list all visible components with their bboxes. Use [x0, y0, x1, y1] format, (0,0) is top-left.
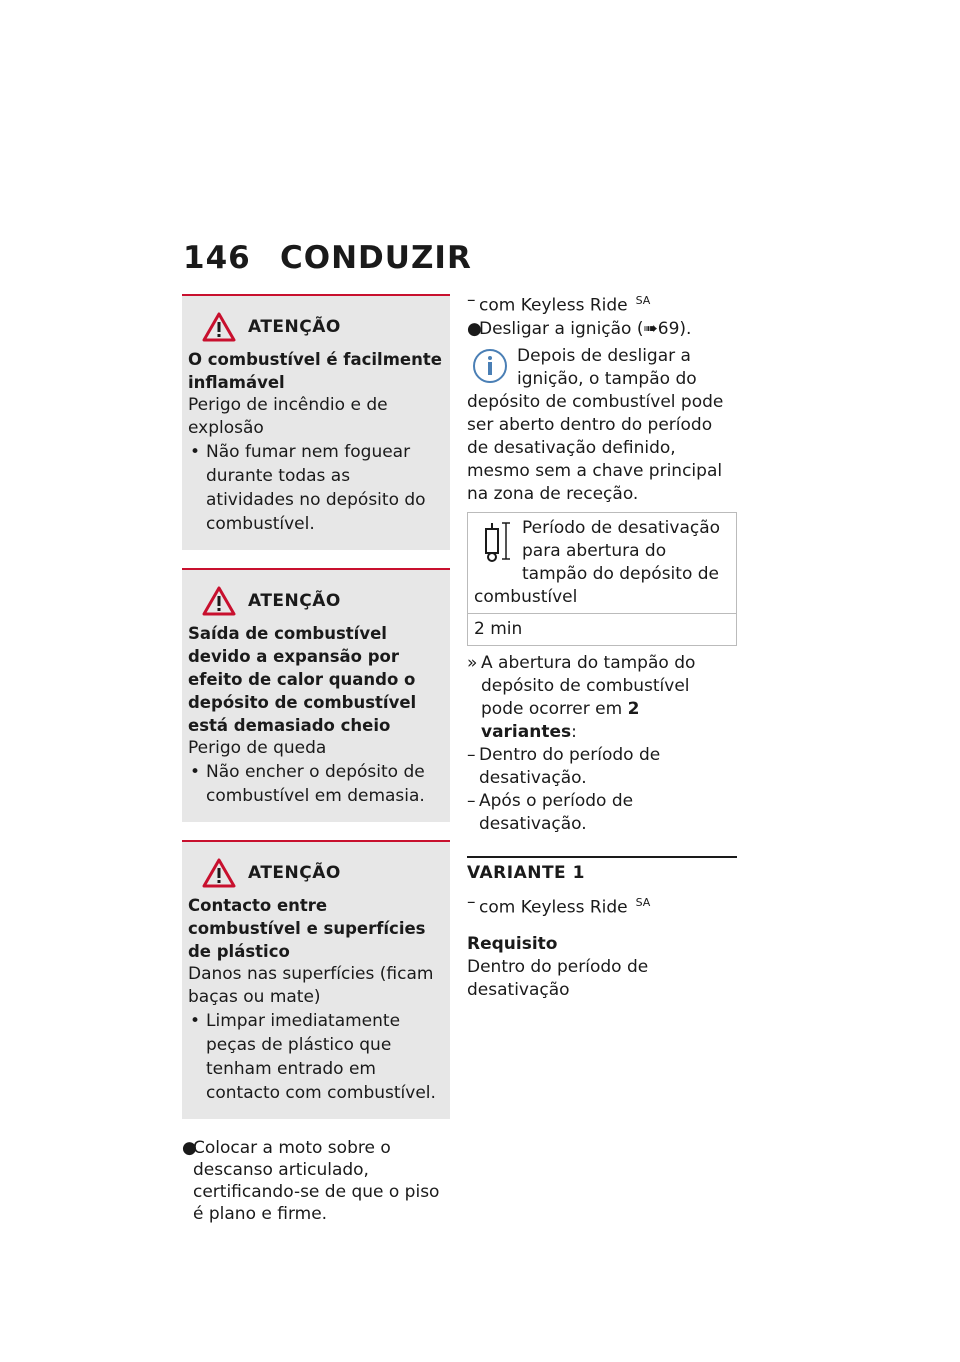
variant-option: – Após o período de desativação.	[467, 790, 634, 834]
variant-heading: VARIANTE 1	[467, 856, 737, 885]
sa-badge: SA	[635, 895, 651, 909]
result-note: » A abertura do tampão do depósito de combustível pode ocorrer em 2 variantes:	[467, 652, 696, 742]
warning-subtitle: O combustível é facilmente inflamável	[188, 350, 442, 392]
warning-triangle-icon	[202, 858, 236, 888]
warning-triangle-icon	[202, 312, 236, 342]
warning-text: Perigo de incêndio e de explosão	[188, 395, 388, 438]
condition-line: – com Keyless Ride $^{SA}$	[467, 891, 651, 918]
action-step	[182, 1137, 450, 1225]
section-title: CONDUZIR	[280, 240, 472, 276]
spec-label-cell: Período de desativação para abertura do tampão do depósito de combustível	[468, 512, 737, 613]
page-header	[183, 240, 472, 276]
info-note	[467, 345, 737, 506]
page-reference-arrow-icon: ➠	[643, 318, 658, 339]
spec-table	[467, 512, 737, 646]
warning-box	[182, 294, 450, 550]
warning-box	[182, 840, 450, 1119]
warning-bullet: • Não encher o depósito de combustível em demasia.	[188, 760, 442, 808]
warning-bullet: • Limpar imediatamente peças de plástico que tenham entrado em contacto com combustível.	[188, 1009, 442, 1105]
warning-title: ATENÇÃO	[248, 591, 341, 611]
variant-option: – Dentro do período de desativação.	[467, 744, 661, 788]
step-text: Colocar a moto sobre o descanso articulado, certificando-se de que o piso é plano e firme.	[193, 1138, 440, 1224]
page-number: 146	[183, 240, 251, 276]
warning-triangle-icon	[202, 586, 236, 616]
step-bullet-icon: ●	[467, 318, 482, 339]
warning-title: ATENÇÃO	[248, 863, 341, 883]
sa-badge: SA	[635, 294, 651, 307]
warning-subtitle: Saída de combustível devido a expansão por efeito de calor quando o depósito de combustível está demasiado cheio	[188, 624, 417, 735]
warning-text: Danos nas superfícies (ficam baças ou mate)	[188, 964, 434, 1007]
info-icon	[471, 347, 509, 385]
requirement-heading: Requisito	[467, 934, 558, 955]
condition-line: – com Keyless Ride $^{SA}$	[467, 290, 651, 316]
right-column	[467, 289, 737, 1002]
left-column	[182, 294, 450, 1225]
spec-value-cell: 2 min	[468, 613, 737, 645]
action-step: ● Desligar a ignição (➠69).	[467, 318, 692, 339]
warning-box	[182, 568, 450, 822]
result-arrow-icon: »	[467, 652, 478, 673]
requirement-text: Dentro do período de desativação	[467, 957, 649, 1001]
warning-text: Perigo de queda	[188, 738, 327, 758]
warning-bullet: • Não fumar nem foguear durante todas as atividades no depósito do combustível.	[188, 440, 442, 536]
warning-title: ATENÇÃO	[248, 317, 341, 337]
timer-spec-icon	[478, 519, 514, 565]
info-text: Depois de desligar a ignição, o tampão do depósito de combustível pode ser aberto dentro do período de desativação definido, mesmo sem a chave principal na zona de receção.	[467, 345, 724, 504]
warning-subtitle: Contacto entre combustível e superfícies de plástico	[188, 896, 426, 961]
step-bullet-icon: ●	[182, 1138, 197, 1158]
